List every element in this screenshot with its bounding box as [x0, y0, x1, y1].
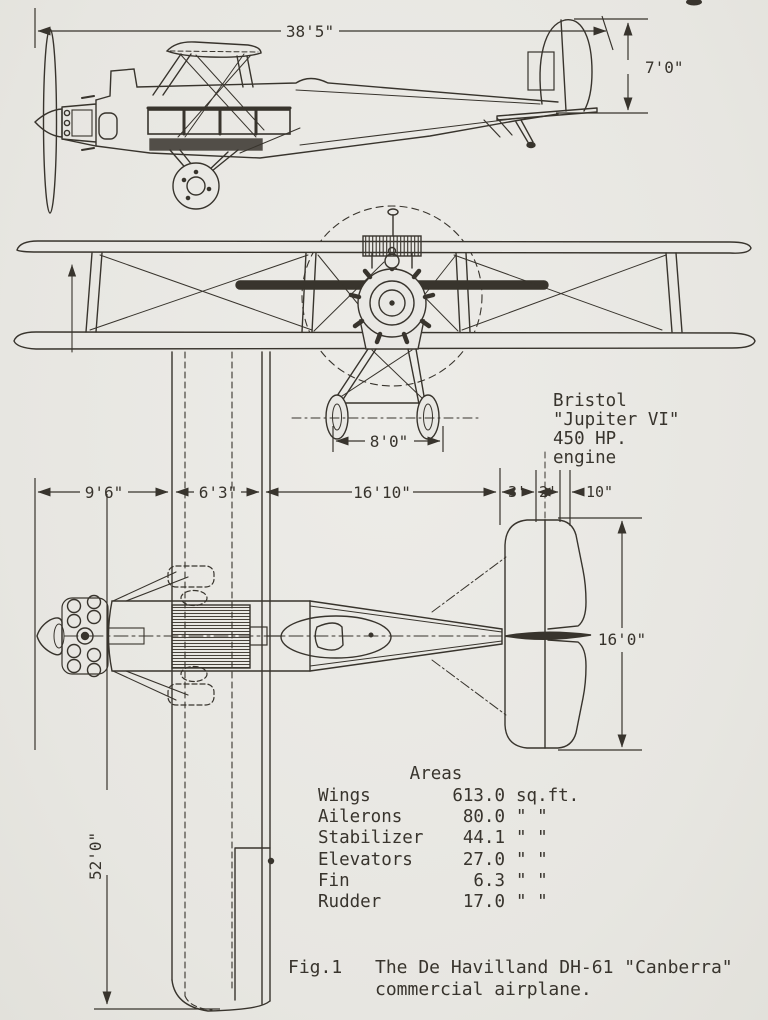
- fuselage-side: [62, 69, 558, 158]
- dim-wheel-track-label: 8'0": [369, 432, 409, 451]
- areas-row: [318, 828, 548, 848]
- propeller-side: [35, 29, 62, 213]
- areas-row-label: Stabilizer: [318, 828, 424, 848]
- engine-note: [553, 391, 679, 468]
- areas-row-value: 6.3: [473, 871, 505, 891]
- areas-row-value: 613.0: [452, 786, 505, 806]
- plan-view-drawing: [37, 352, 591, 1011]
- areas-row-value: 27.0: [462, 850, 505, 870]
- engine-note-line1: Bristol: [553, 391, 627, 411]
- lower-wing-root: [150, 139, 262, 150]
- door-window: [99, 113, 117, 139]
- radiator-block: [363, 236, 421, 256]
- cabin-roof-hatch: [172, 605, 250, 668]
- caption-fig-label: Fig.1: [288, 957, 343, 978]
- areas-row-label: Fin: [318, 871, 350, 891]
- dim-cabin-label: 6'3": [198, 483, 238, 502]
- dimension-row: [35, 468, 583, 750]
- areas-row: [318, 871, 548, 891]
- dim-stab-chord-label: 3': [507, 483, 527, 501]
- areas-row-unit: " ": [516, 850, 548, 870]
- areas-row-value: 17.0: [462, 892, 505, 912]
- cockpit-opening: [281, 616, 391, 658]
- areas-row-unit: sq.ft.: [516, 786, 580, 806]
- landing-gear-front: [333, 349, 430, 404]
- areas-row-unit: " ": [516, 871, 548, 891]
- windshield-plan: [315, 623, 343, 650]
- side-view-drawing: [35, 20, 597, 213]
- engine-note-line3: 450 HP.: [553, 429, 627, 449]
- wing-panel-plan: [172, 352, 274, 1011]
- tailplane-side: [497, 108, 597, 120]
- wing-tip: [172, 980, 270, 1011]
- wheel-front-right: [417, 395, 439, 439]
- tail-fin-rudder-side: [484, 20, 597, 148]
- caption-line2: commercial airplane.: [375, 979, 592, 1000]
- caption-line1: The De Havilland DH-61 "Canberra": [375, 957, 733, 978]
- tail-skid: [516, 120, 533, 144]
- areas-table: [318, 764, 579, 912]
- areas-row-unit: " ": [516, 828, 548, 848]
- areas-row: [318, 807, 548, 827]
- wheel-front-left: [326, 395, 348, 439]
- dim-overall-length-label: 38'5": [285, 22, 335, 41]
- dim-rear-fuselage-label: 16'10": [353, 483, 411, 502]
- areas-title: Areas: [409, 764, 463, 784]
- areas-row-unit: " ": [516, 807, 548, 827]
- engine-note-line4: engine: [553, 448, 617, 468]
- spinner-plan: [37, 618, 62, 655]
- areas-row-value: 44.1: [462, 828, 505, 848]
- engine-note-line2: "Jupiter VI": [553, 410, 680, 430]
- dim-tail-height-label: 7'0": [645, 58, 684, 77]
- dim-semi-span-label: 52'0": [86, 831, 105, 880]
- front-view-drawing: [14, 206, 755, 439]
- dim-tail-span-label: 16'0": [597, 630, 647, 649]
- areas-row-unit: " ": [516, 892, 548, 912]
- aileron: [235, 848, 270, 1000]
- figure-caption: [288, 957, 733, 1000]
- fuselage-plan: [64, 572, 502, 700]
- areas-row: [318, 850, 548, 870]
- spinner: [35, 109, 62, 137]
- fin-plan: [505, 632, 591, 639]
- areas-row: [318, 892, 548, 912]
- dimension-tail-height: [556, 19, 648, 113]
- areas-row-label: Elevators: [318, 850, 413, 870]
- areas-row-value: 80.0: [462, 807, 505, 827]
- areas-row-label: Ailerons: [318, 807, 403, 827]
- areas-row: [318, 786, 579, 806]
- cabin-windows: [148, 108, 290, 134]
- cabane-struts-side: [153, 54, 264, 137]
- dim-tip-label: 10": [586, 483, 614, 501]
- areas-row-label: Rudder: [318, 892, 382, 912]
- dimension-semi-span: [94, 494, 220, 1009]
- dim-nose-label: 9'6": [84, 483, 124, 502]
- scan-ink-blob: [686, 0, 702, 6]
- dim-elev-chord-label: 2': [538, 483, 558, 501]
- areas-row-label: Wings: [318, 786, 371, 806]
